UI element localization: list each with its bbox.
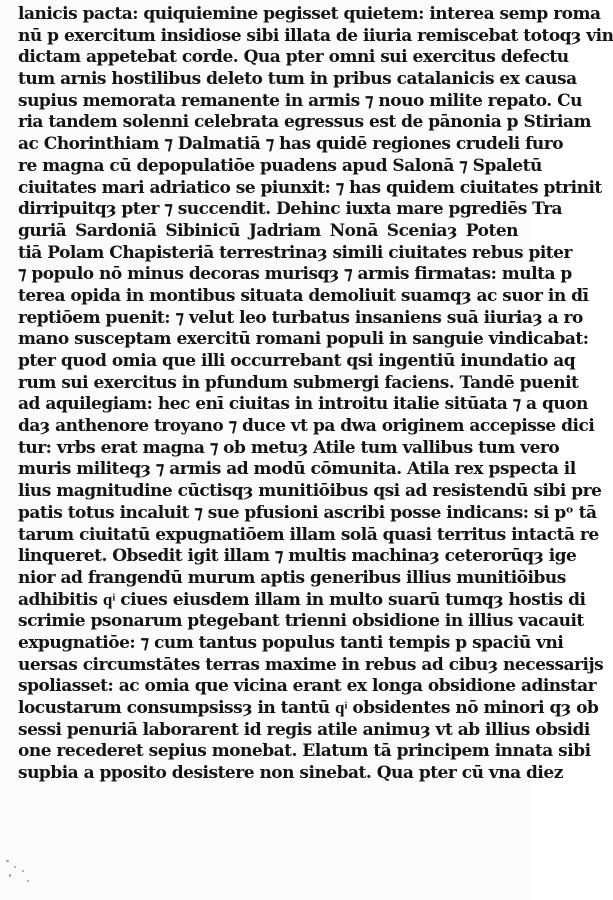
- text-line-4: tum arnis hostilibus deleto tum in pribus catalanicis ex causa: [18, 69, 577, 90]
- text-line-15: reptiōem puenit: ⁊ velut leo turbatus insaniens suā iiuriaȝ a ro: [18, 307, 583, 328]
- text-line-10: dirripuitqȝ pter ⁊ succendit. Dehinc iuxta mare pgrediēs Tra: [18, 199, 563, 220]
- text-line-24: patis totus incaluit ⁊ sue pfusioni ascribi posse indicans: si pᵒ tā: [18, 502, 597, 523]
- text-line-34: sessi penuriā laborarent id regis atile animuȝ vt ab illius obsidi: [18, 719, 590, 740]
- text-line-35: one recederet sepius monebat. Elatum tā principem innata sibi: [18, 741, 591, 762]
- text-line-21: tur: vrbs erat magna ⁊ ob metuȝ Atile tum vallibus tum vero: [18, 437, 560, 458]
- text-line-29: scrimie psonarum ptegebant trienni obsidione in illius vacauit: [18, 611, 584, 632]
- text-line-33: locustarum consumpsissȝ in tantū qͥ obsidentes nō minori qȝ ob: [18, 698, 599, 718]
- text-line-30: expugnatiōe: ⁊ cum tantus populus tanti tempis p spaciū vni: [18, 632, 564, 653]
- ink-speck: [6, 860, 9, 862]
- text-line-16: mano susceptam exercitū romani populi in sanguie vindicabat:: [18, 329, 589, 350]
- text-line-3: dictam appetebat corde. Qua pter omni sui exercitus defectu: [18, 47, 569, 68]
- text-line-19: ad aquilegiam: hec enī ciuitas in introitu italie sitūata ⁊ a quon: [18, 394, 588, 415]
- text-line-22: muris militeqȝ ⁊ armis ad modū cōmunita. Atila rex pspecta il: [18, 459, 576, 480]
- text-line-17: pter quod omia que illi occurrebant qsi ingentiū inundatio aq: [18, 351, 576, 371]
- text-line-7: ac Chorinthiam ⁊ Dalmatiā ⁊ has quidē regiones crudeli furo: [18, 134, 564, 155]
- text-line-6: ria tandem solenni celebrata egressus est de pānonia p Stiriam: [18, 112, 591, 133]
- text-line-1: lanicis pacta: quiquiemine pegisset quietem: interea semp roma: [18, 4, 601, 24]
- text-line-23: lius magnitudine cūctisqȝ munitiōibus qsi ad resistendū sibi pre: [18, 481, 602, 502]
- text-line-26: linqueret. Obsedit igit illam ⁊ multis machinaȝ ceterorūqȝ ige: [18, 546, 577, 567]
- ink-speck: [9, 874, 11, 877]
- text-line-5: supius memorata remanente in armis ⁊ nouo milite repato. Cu: [18, 90, 582, 111]
- text-line-13: ⁊ populo nō minus decoras murisqȝ ⁊ armis firmatas: multa p: [18, 264, 572, 285]
- text-line-20: daȝ anthenore troyano ⁊ duce vt pa dwa originem accepisse dici: [18, 416, 595, 437]
- text-line-2: nū p exercitum insidiose sibi illata de iiuria remiscebat totoqȝ vin: [18, 25, 613, 46]
- ink-speck: [27, 880, 29, 882]
- text-line-9: ciuitates mari adriatico se piunxit: ⁊ has quidem ciuitates ptrinit: [18, 177, 602, 198]
- text-line-25: tarum ciuitatū expugnatiōem illam solā quasi territus intactā re: [18, 524, 599, 545]
- text-column: [18, 4, 613, 785]
- text-line-27: nior ad frangendū murum aptis generibus illius munitiōibus: [18, 567, 566, 588]
- ink-speck: [22, 870, 24, 872]
- text-line-11: guriā Sardoniā Sibinicū Jadriam Nonā Sceniaȝ Poten: [18, 220, 518, 241]
- text-line-32: spoliasset: ac omia que vicina erant ex longa obsidione adinstar: [18, 676, 597, 697]
- text-line-36: supbia a pposito desistere non sinebat. Qua pter cū vna diez: [18, 763, 563, 784]
- text-line-14: terea opida in montibus situata demoliuit suamqȝ ac suor in dī: [18, 285, 589, 306]
- text-line-28: adhibitis qͥ ciues eiusdem illam in multo suarū tumqȝ hostis di: [18, 589, 586, 610]
- text-line-18: rum sui exercitus in pfundum submergi faciens. Tandē puenit: [18, 372, 579, 393]
- text-line-31: uersas circumstātes terras maxime in rebus ad cibuȝ necessarijs: [18, 654, 604, 675]
- text-line-12: tiā Polam Chapisteriā terrestrinaȝ simili ciuitates rebus piter: [18, 242, 572, 263]
- ink-speck: [14, 866, 16, 868]
- text-line-8: re magna cū depopulatiōe puadens apud Salonā ⁊ Spaletū: [18, 155, 542, 176]
